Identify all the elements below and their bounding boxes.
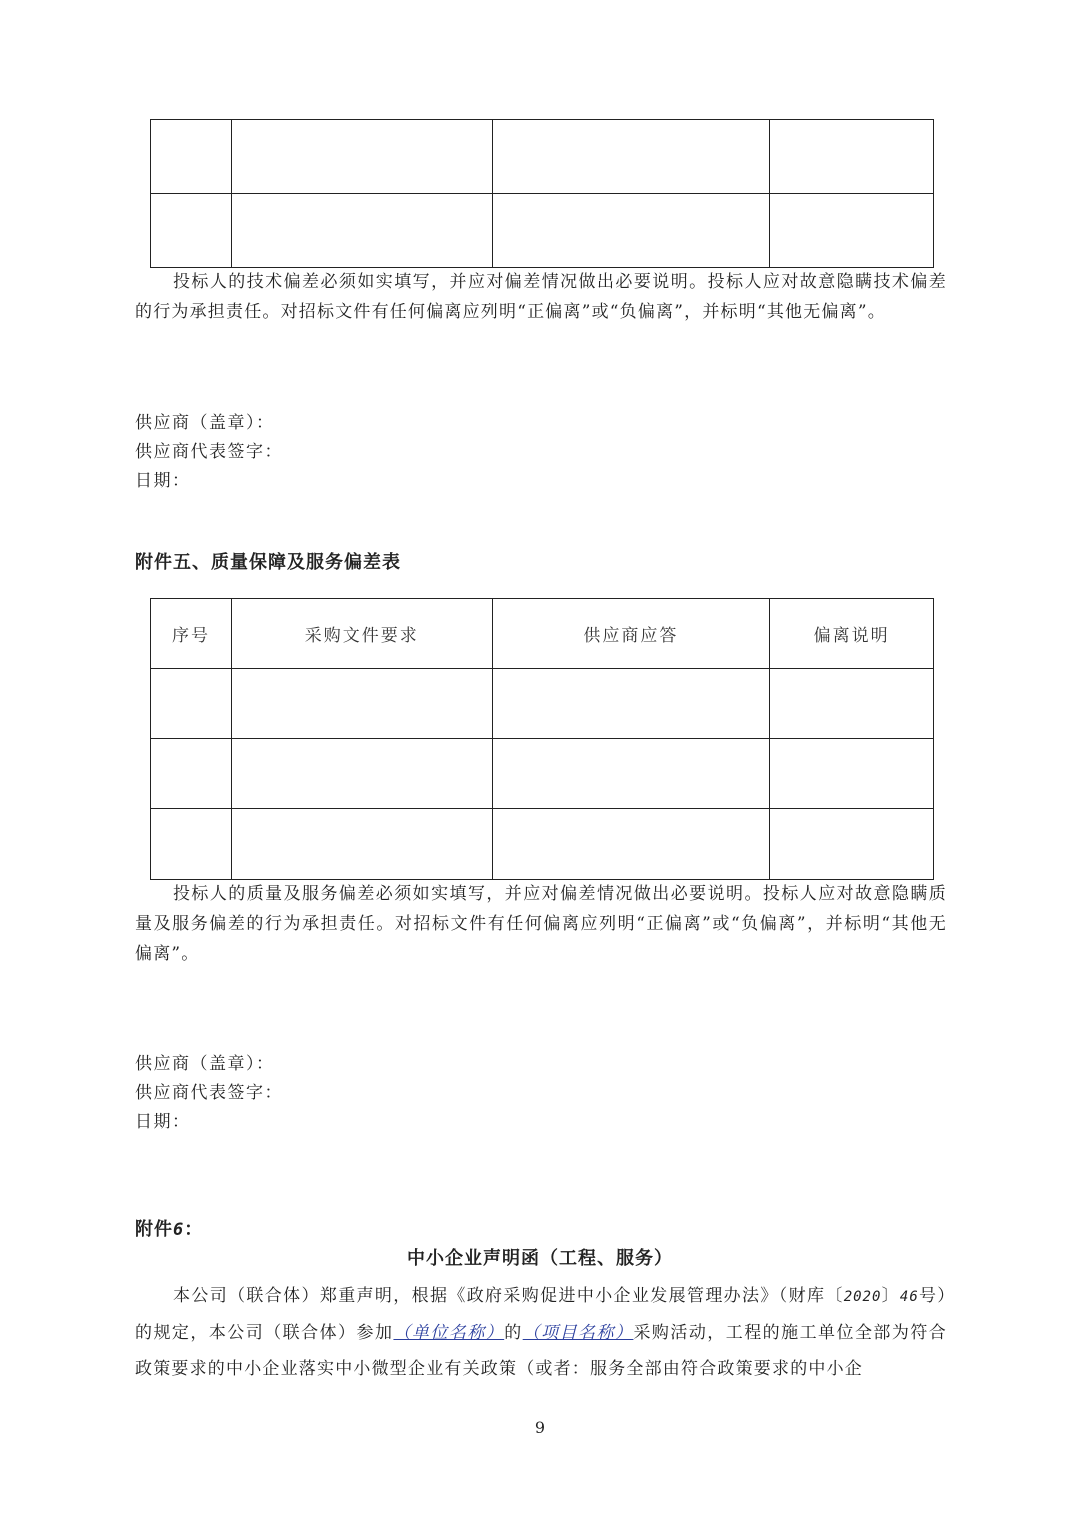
- body-text: 采购活动，工程的施工单位全部为符合政策要求的中小企业落实中小微型企业有关政策（或者：服务全部由符合政策要求的中小企: [135, 1323, 947, 1379]
- date-label: 日期：: [135, 471, 191, 491]
- sme-declaration-title: 中小企业声明函（工程、服务）: [407, 1248, 673, 1269]
- supplier-seal-label: 供应商（盖章）：: [135, 413, 275, 433]
- supplier-representative-label: 供应商代表签字：: [135, 1083, 283, 1103]
- table-cell: [770, 120, 934, 194]
- supplier-representative-label: 供应商代表签字：: [135, 442, 283, 462]
- table-row: [151, 120, 934, 194]
- table-row: [151, 669, 934, 739]
- quality-deviation-note: 投标人的质量及服务偏差必须如实填写，并应对偏差情况做出必要说明。投标人应对故意隐瞒质量及服务偏差的行为承担责任。对招标文件有任何偏离应列明“正偏离”或“负偏离”，并标明“其他无偏离”。: [135, 884, 947, 964]
- supplier-seal-label: 供应商（盖章）：: [135, 1054, 275, 1074]
- table-cell: [151, 120, 232, 194]
- attachment-word: 附件: [135, 1219, 173, 1240]
- tech-deviation-note: 投标人的技术偏差必须如实填写，并应对偏差情况做出必要说明。投标人应对故意隐瞒技术偏差的行为承担责任。对招标文件有任何偏离应列明“正偏离”或“负偏离”，并标明“其他无偏离”。: [135, 272, 947, 322]
- table-cell: [231, 739, 492, 809]
- column-header-response: 供应商应答: [492, 599, 770, 669]
- table-row: [151, 809, 934, 880]
- table-cell: [770, 809, 934, 880]
- table-cell: [231, 194, 492, 268]
- unit-name-placeholder: （单位名称）: [393, 1323, 505, 1343]
- tech-deviation-table-continued: [150, 119, 934, 268]
- body-text: 的: [504, 1323, 523, 1343]
- table-cell: [770, 739, 934, 809]
- table-cell: [151, 669, 232, 739]
- table-cell: [231, 120, 492, 194]
- page-number: 9: [534, 1418, 546, 1437]
- body-text: 号）的规定，本公司（联合体）参加: [135, 1286, 947, 1343]
- table-cell: [492, 809, 770, 880]
- table-row: [151, 194, 934, 268]
- table-cell: [231, 669, 492, 739]
- sme-declaration-body: [135, 1278, 947, 1387]
- document-number: 46: [899, 1289, 919, 1305]
- table-cell: [151, 739, 232, 809]
- table-cell: [151, 809, 232, 880]
- table-cell: [492, 120, 770, 194]
- table-cell: [770, 669, 934, 739]
- year-number: 2020: [843, 1289, 882, 1305]
- attachment-number: 6: [173, 1220, 185, 1240]
- table-cell: [492, 194, 770, 268]
- table-cell: [492, 739, 770, 809]
- table-cell: [492, 669, 770, 739]
- project-name-placeholder: （项目名称）: [522, 1323, 634, 1343]
- body-text: 〕: [881, 1286, 900, 1306]
- quality-service-deviation-table: [150, 598, 934, 880]
- table-header-row: [151, 599, 934, 669]
- table-cell: [231, 809, 492, 880]
- attachment-colon: ：: [184, 1219, 204, 1240]
- table-cell: [770, 194, 934, 268]
- attachment-six-label: [135, 1215, 203, 1241]
- column-header-index: 序号: [151, 599, 232, 669]
- column-header-requirement: 采购文件要求: [231, 599, 492, 669]
- column-header-deviation: 偏离说明: [770, 599, 934, 669]
- section-five-title: 附件五、质量保障及服务偏差表: [135, 552, 401, 573]
- table-cell: [151, 194, 232, 268]
- date-label: 日期：: [135, 1112, 191, 1132]
- body-text: 本公司（联合体）郑重声明，根据《政府采购促进中小企业发展管理办法》（财库〔: [173, 1286, 844, 1306]
- table-row: [151, 739, 934, 809]
